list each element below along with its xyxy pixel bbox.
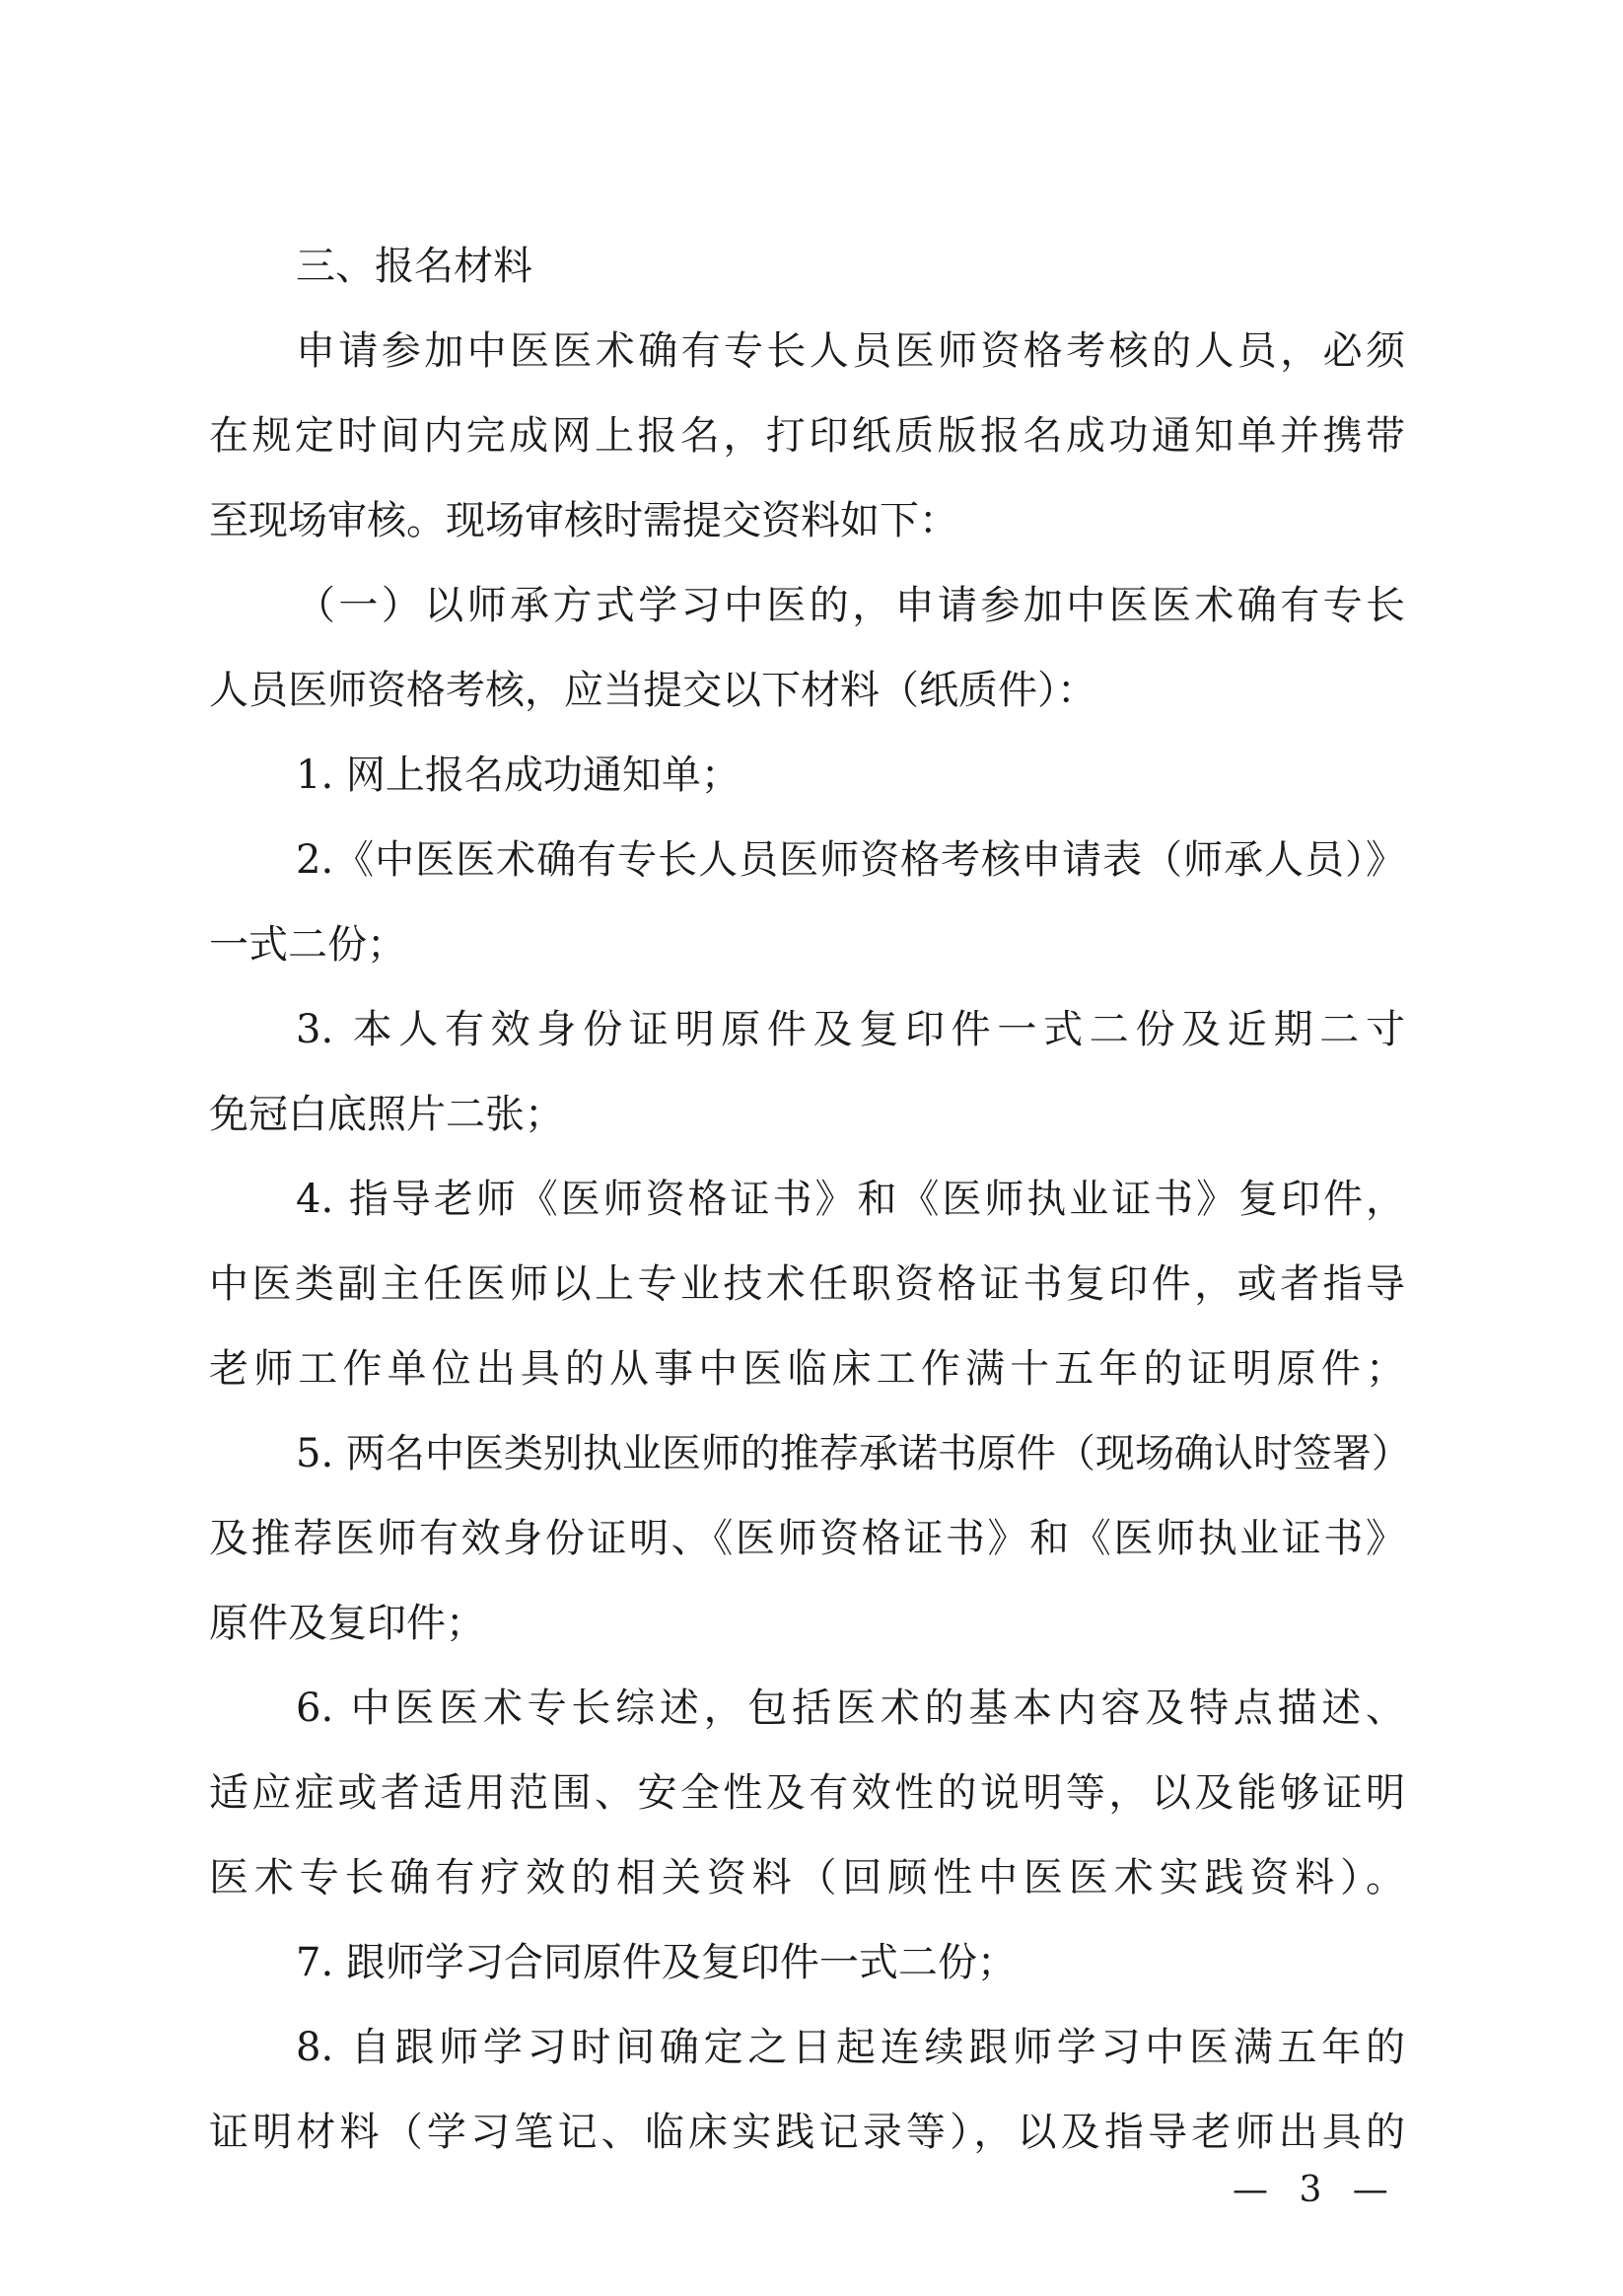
list-item-text: 6. 中医医术专长综述，包括医术的基本内容及特点描述、 <box>296 1686 1405 1731</box>
list-item-line <box>0 1765 1623 1821</box>
page-number: — 3 — <box>1233 2170 1398 2210</box>
list-item-text: 原件及复印件； <box>209 1601 485 1646</box>
section-heading <box>0 239 1623 294</box>
list-item-text: 7. 跟师学习合同原件及复印件一式二份； <box>296 1940 1017 1985</box>
list-item-text: 证明材料（学习笔记、临床实践记录等），以及指导老师出具的 <box>209 2110 1405 2155</box>
list-item-text: 免冠白底照片二张； <box>209 1092 564 1137</box>
list-item-text: 医术专长确有疗效的相关资料（回顾性中医医术实践资料）。 <box>209 1855 1405 1901</box>
paragraph-line <box>0 408 1623 464</box>
paragraph-line <box>0 323 1623 379</box>
list-item-text: 老师工作单位出具的从事中医临床工作满十五年的证明原件； <box>209 1346 1405 1392</box>
list-item-text: 4. 指导老师《医师资格证书》和《医师执业证书》复印件， <box>296 1177 1405 1222</box>
list-item-line <box>0 1681 1623 1736</box>
list-item-text: 适应症或者适用范围、安全性及有效性的说明等，以及能够证明 <box>209 1770 1405 1816</box>
paragraph-text: （一）以师承方式学习中医的，申请参加中医医术确有专长 <box>296 583 1405 628</box>
list-item-text: 一式二份； <box>209 922 406 968</box>
paragraph-line <box>0 578 1623 633</box>
list-item-line <box>0 1426 1623 1481</box>
list-item-line <box>0 2020 1623 2075</box>
list-item-line <box>0 1850 1623 1905</box>
section-heading-text: 三、报名材料 <box>296 244 532 289</box>
list-item-text: 8. 自跟师学习时间确定之日起连续跟师学习中医满五年的 <box>296 2025 1405 2070</box>
list-item-line <box>0 1002 1623 1057</box>
list-item-line <box>0 1341 1623 1397</box>
list-item-line <box>0 748 1623 803</box>
list-item-line <box>0 917 1623 972</box>
paragraph-text: 申请参加中医医术确有专长人员医师资格考核的人员，必须 <box>296 328 1405 374</box>
list-item-text: 3. 本人有效身份证明原件及复印件一式二份及近期二寸 <box>296 1007 1405 1052</box>
list-item-line <box>0 1596 1623 1651</box>
list-item-line <box>0 1256 1623 1312</box>
paragraph-text: 人员医师资格考核，应当提交以下材料（纸质件）： <box>209 668 1096 713</box>
list-item-line <box>0 1172 1623 1227</box>
list-item-line <box>0 1087 1623 1142</box>
list-item-text: 及推荐医师有效身份证明、《医师资格证书》和《医师执业证书》 <box>209 1516 1405 1561</box>
list-item-line <box>0 832 1623 888</box>
paragraph-line <box>0 663 1623 718</box>
paragraph-text: 至现场审核。现场审核时需提交资料如下： <box>209 498 958 543</box>
list-item-text: 5. 两名中医类别执业医师的推荐承诺书原件（现场确认时签署） <box>296 1431 1411 1476</box>
list-item-text: 中医类副主任医师以上专业技术任职资格证书复印件，或者指导 <box>209 1261 1405 1307</box>
list-item-line <box>0 2105 1623 2160</box>
list-item-text: 2.《中医医术确有专长人员医师资格考核申请表（师承人员）》 <box>296 837 1405 883</box>
list-item-line <box>0 1935 1623 1990</box>
list-item-text: 1. 网上报名成功通知单； <box>296 753 741 798</box>
list-item-line <box>0 1511 1623 1566</box>
paragraph-line <box>0 493 1623 548</box>
paragraph-text: 在规定时间内完成网上报名，打印纸质版报名成功通知单并携带 <box>209 413 1405 459</box>
